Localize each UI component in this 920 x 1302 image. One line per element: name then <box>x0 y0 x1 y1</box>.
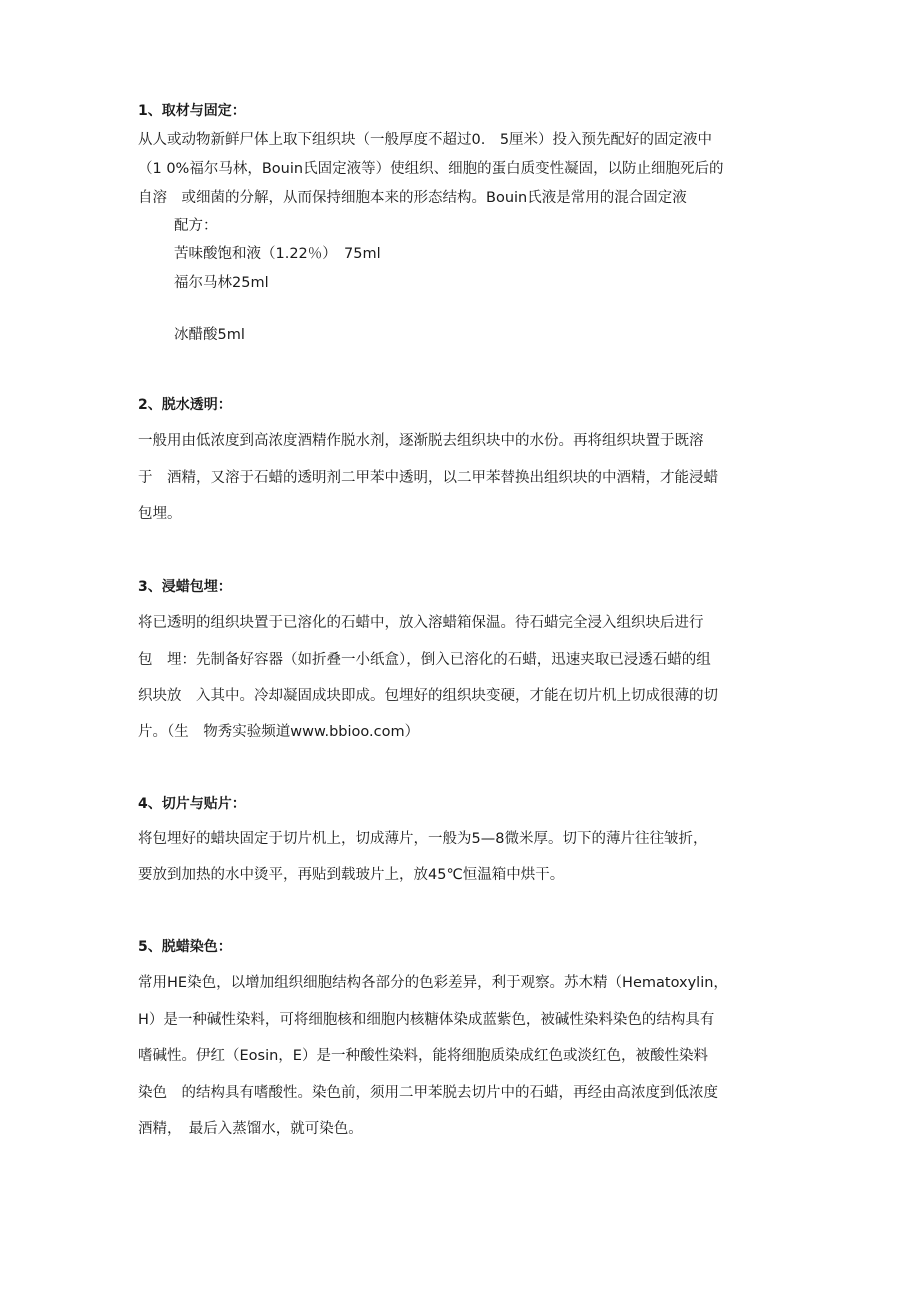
recipe-title: 配方： <box>174 218 218 234</box>
recipe-item-acetic-acid: 冰醋酸5ml <box>174 327 245 343</box>
section-1-line-2: （1 0%福尔马林，Bouin氏固定液等）使组织、细胞的蛋白质变性凝固，以防止细胞死后的 <box>138 161 724 177</box>
section-4-line-1: 将包埋好的蜡块固定于切片机上，切成薄片，一般为5—8微米厚。切下的薄片往往皱折， <box>138 831 708 847</box>
recipe-item-formalin: 福尔马林25ml <box>174 275 269 291</box>
section-2-heading: 2、脱水透明： <box>138 397 232 413</box>
recipe-item-picric-acid: 苦味酸饱和液（1.22％） 75ml <box>174 246 381 262</box>
section-1-heading: 1、取材与固定： <box>138 103 246 119</box>
section-4-heading: 4、切片与贴片： <box>138 796 246 812</box>
section-5-line-2: H）是一种碱性染料，可将细胞核和细胞内核糖体染成蓝紫色，被碱性染料染色的结构具有 <box>138 1012 715 1028</box>
section-5-line-1: 常用HE染色，以增加组织细胞结构各部分的色彩差异，利于观察。苏木精（Hematoxylin， <box>138 975 728 991</box>
section-3-line-2: 包 埋：先制备好容器（如折叠一小纸盒），倒入已溶化的石蜡，迅速夹取已浸透石蜡的组 <box>138 652 711 668</box>
section-3-heading: 3、浸蜡包埋： <box>138 579 232 595</box>
section-5-line-5: 酒精， 最后入蒸馏水，就可染色。 <box>138 1121 363 1137</box>
section-2-line-1: 一般用由低浓度到高浓度酒精作脱水剂，逐渐脱去组织块中的水份。再将组织块置于既溶 <box>138 433 704 449</box>
section-5-line-4: 染色 的结构具有嗜酸性。染色前，须用二甲苯脱去切片中的石蜡，再经由高浓度到低浓度 <box>138 1085 718 1101</box>
section-2-line-3: 包埋。 <box>138 506 182 522</box>
section-3-line-4: 片。（生 物秀实验频道www.bbioo.com） <box>138 724 420 740</box>
section-4-line-2: 要放到加热的水中烫平，再贴到载玻片上，放45℃恒温箱中烘干。 <box>138 867 565 883</box>
section-3-line-1: 将已透明的组织块置于已溶化的石蜡中，放入溶蜡箱保温。待石蜡完全浸入组织块后进行 <box>138 615 704 631</box>
section-5-line-3: 嗜碱性。伊红（Eosin，E）是一种酸性染料，能将细胞质染成红色或淡红色，被酸性染料 <box>138 1048 708 1064</box>
section-3-line-3: 织块放 入其中。冷却凝固成块即成。包埋好的组织块变硬，才能在切片机上切成很薄的切 <box>138 688 718 704</box>
section-1-line-3: 自溶 或细菌的分解，从而保持细胞本来的形态结构。Bouin氏液是常用的混合固定液 <box>138 190 687 206</box>
section-2-line-2: 于 酒精，又溶于石蜡的透明剂二甲苯中透明，以二甲苯替换出组织块的中酒精，才能浸蜡 <box>138 470 718 486</box>
section-1-line-1: 从人或动物新鲜尸体上取下组织块（一般厚度不超过0. 5厘米）投入预先配好的固定液中 <box>138 132 713 148</box>
section-5-heading: 5、脱蜡染色： <box>138 939 232 955</box>
